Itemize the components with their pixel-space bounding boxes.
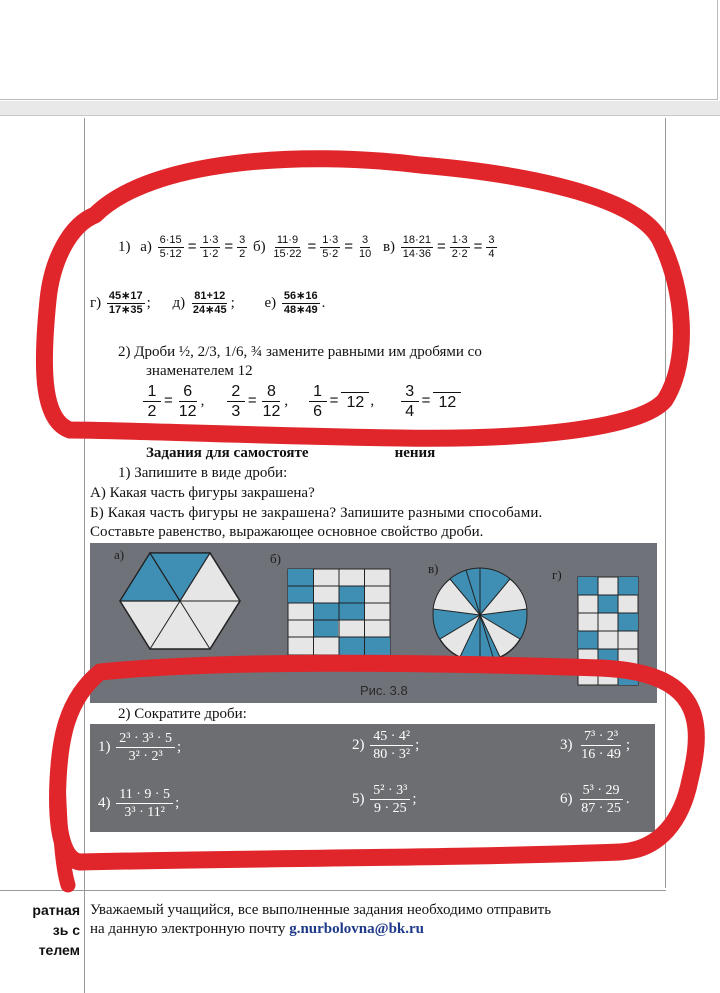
fraction: $\frac{81+12}{24∗45}$	[192, 290, 227, 316]
ex1-b-label: б)	[253, 238, 266, 255]
fraction: $\frac{3}{10}$	[358, 234, 372, 260]
fraction: $\frac{45∗17}{17∗35}$	[108, 290, 143, 316]
figure-b-label: б)	[270, 551, 281, 566]
ex1-g-label: г)	[90, 294, 102, 311]
footer-text-1: Уважаемый учащийся, все выполненные задания необходимо отправить	[90, 902, 552, 918]
ex2-line1: 2) Дроби ½, 2/3, 1/6, ¾ замените равными им дробями со	[118, 344, 482, 360]
fraction: $\frac{11\cdot 9}{15\cdot 22}$	[273, 234, 302, 260]
self-study-heading: Задания для самостояте нения	[146, 445, 436, 461]
reduce-item-2: 2) $\frac{\text{45 · 4²}}{\text{80 · 3²}}$ ;	[352, 729, 420, 762]
fraction: $\frac{6\cdot 15}{5\cdot 12}$	[159, 234, 182, 260]
fraction: $\frac{3}{2}$	[239, 234, 246, 260]
ex1-a-label: а)	[140, 238, 152, 255]
page-separator	[0, 101, 720, 116]
self-qa: А) Какая часть фигуры закрашена?	[90, 485, 315, 501]
figure-d-label: г)	[552, 567, 562, 582]
ex2-equations: $\frac{1}{2}$ = $\frac{6}{12}$ , $\frac{2}{3}$ = $\frac{8}{12}$ , $\frac{1}{6}$ = 12 , $\frac{3}{4}$ = 12	[142, 382, 462, 421]
table-border-left	[84, 118, 85, 993]
reduce-item-5: 5) $\frac{\text{5² · 3³}}{9 \cdot 25}$ ;	[352, 783, 417, 816]
figure-caption: Рис. 3.8	[360, 683, 408, 698]
reduce-item-3: 3) $\frac{\text{7³ · 2³}}{16 \cdot 49}$ ;	[560, 729, 631, 762]
table-border-right	[665, 118, 666, 888]
figures-drawing	[90, 543, 657, 703]
self-qb2: Составьте равенство, выражающее основное свойство дроби.	[90, 524, 484, 540]
self-qb1: Б) Какая часть фигуры не закрашена? Запишите разными способами.	[90, 505, 543, 521]
reduce-item-4: 4) $\frac{11 \cdot 9 \cdot 5}{\text{3³ · 11²}}$ ;	[98, 787, 180, 820]
hexagon-figure	[120, 553, 240, 649]
fraction: $\frac{1\cdot 3}{5\cdot 2}$	[322, 234, 339, 260]
email-link[interactable]: g.nurbolovna@bk.ru	[289, 921, 425, 937]
fraction: $\frac{18\cdot 21}{14\cdot 36}$	[402, 234, 431, 260]
reduce-item-6: 6) $\frac{\text{5³ · 29}}{87 \cdot 25}$ .	[560, 783, 630, 816]
ex2-line2: знаменателем 12	[146, 363, 253, 379]
ex1-d-label: д)	[172, 294, 186, 311]
figure-a-label: а)	[114, 547, 125, 562]
footer-text-2: на данную электронную почту g.nurbolovna@bk.ru	[90, 921, 425, 937]
figures-photo	[90, 543, 657, 703]
top-blank-cell	[0, 0, 718, 100]
reduce-item-1: 1) $\frac{\text{2³ · 3³ · 5}}{\text{3² · 2³}}$ ;	[98, 731, 182, 764]
self-q1: 1) Запишите в виде дроби:	[118, 465, 288, 481]
circle-figure	[433, 568, 527, 662]
feedback-sidebar-label: ратная зь с телем	[32, 902, 80, 958]
self-q2: 2) Сократите дроби:	[118, 706, 247, 722]
fraction: $\frac{1\cdot 3}{1\cdot 2}$	[202, 234, 219, 260]
ex1-row2: г) $\frac{45∗17}{17∗35}$ ; д) $\frac{81+12}{24∗45}$ ; е) $\frac{56∗16}{48∗49}$ .	[90, 290, 326, 316]
fraction: $\frac{1\cdot 3}{2\cdot 2}$	[451, 234, 468, 260]
ex1-row1: 1) а) $\frac{6\cdot 15}{5\cdot 12}$ = $\frac{1\cdot 3}{1\cdot 2}$ = $\frac{3}{2}$ б) $\frac{11\cdot 9}{15\cdot 22}$ = $\frac{1\cdot 3}{5\cdot 2}$ = $\frac{3}{10}$ в) $\frac{18\cdot 21}{14\cdot 36}$ = $\frac{1\cdot 3}{2\cdot 2}$ = $\frac{3}{4}$	[118, 234, 495, 260]
grid-figure	[288, 569, 390, 655]
fraction: $\frac{3}{4}$	[488, 234, 495, 260]
ex1-e-label: е)	[264, 294, 277, 311]
tall-grid-figure	[578, 577, 638, 685]
reduce-fractions-photo	[90, 724, 655, 832]
ex1-c-label: в)	[382, 238, 396, 255]
ex1-number: 1)	[118, 238, 131, 255]
table-border-bottom	[0, 890, 666, 891]
fraction: $\frac{56∗16}{48∗49}$	[283, 290, 318, 316]
figure-c-label: в)	[428, 561, 439, 576]
